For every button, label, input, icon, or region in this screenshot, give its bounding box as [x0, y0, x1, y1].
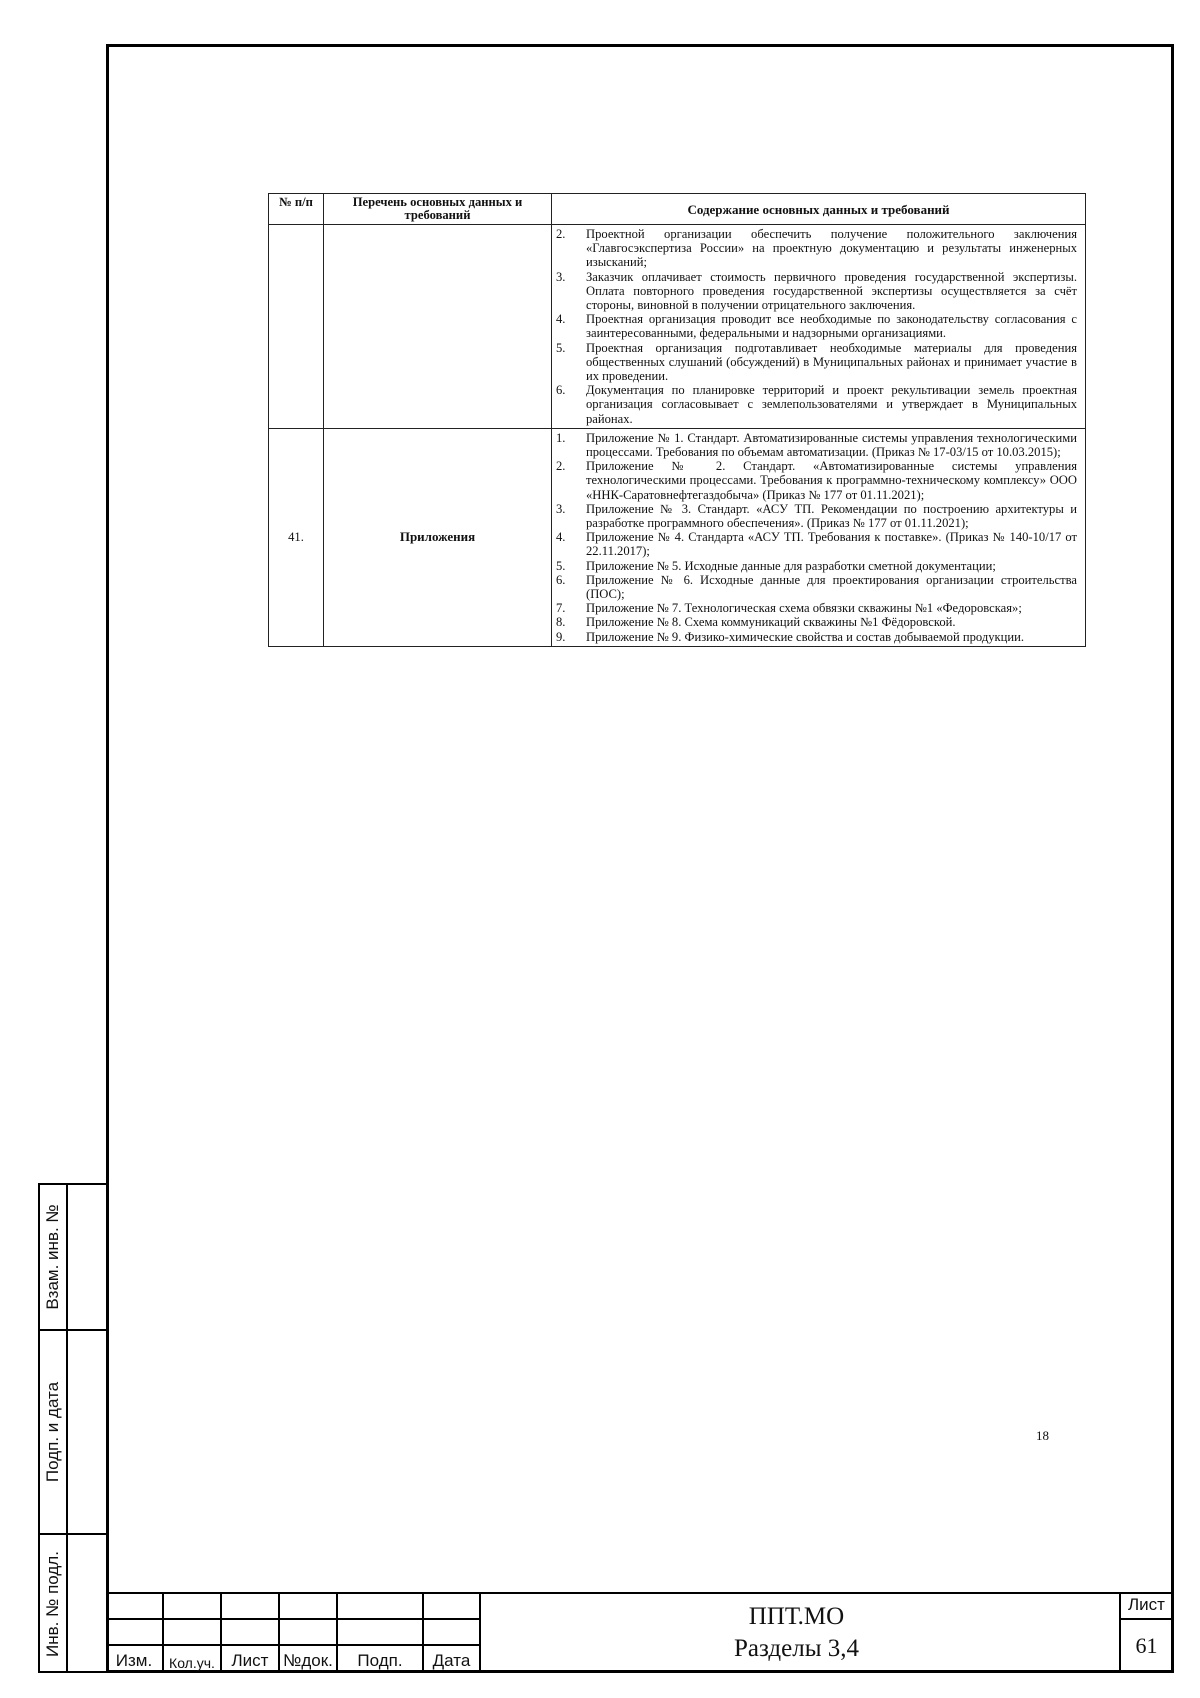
list-item — [556, 573, 1077, 601]
table-row — [269, 428, 1086, 646]
list-item-text: Приложение № 7. Технологическая схема обвязки скважины №1 «Федоровская»; — [586, 601, 1022, 616]
sheet-number: 61 — [1135, 1633, 1158, 1658]
scanned-requirements-table — [268, 193, 1085, 910]
requirements-table — [268, 193, 1086, 647]
list-item — [556, 341, 1077, 384]
list-item-number: 4. — [556, 312, 566, 327]
list-item-text: Документация по планировке территорий и проект рекультивации земель проектная организация согласовывает с землепользователями и утверждает в Муниципальных районах. — [586, 383, 1077, 426]
header-num: № п/п — [269, 194, 324, 225]
header-name: Перечень основных данных и требований — [324, 194, 552, 225]
side-cell-podp — [40, 1331, 106, 1535]
tb-label-podp: Подп. — [357, 1651, 403, 1670]
list-item-number: 6. — [556, 383, 566, 398]
row-content — [552, 428, 1086, 646]
list-item-number: 1. — [556, 430, 566, 445]
row-number: 41. — [269, 428, 324, 646]
list-item-number: 4. — [556, 530, 566, 545]
list-item-text: Приложение № 3. Стандарт. «АСУ ТП. Рекомендации по построению архитектуры и разработке программного обеспечения». (Приказ № 177 от 01.11.2021); — [586, 501, 1077, 531]
list-item-text: Проектная организация подготавливает необходимые материалы для проведения общественных слушаний (обсуждений) в Муниципальных районах и принимает участие в их проведении. — [586, 340, 1077, 384]
list-item — [556, 601, 1077, 615]
row-name: Приложения — [324, 428, 552, 646]
list-item-number: 3. — [556, 501, 566, 516]
row-content — [552, 225, 1086, 429]
list-item-number: 9. — [556, 629, 566, 644]
list-item-text: Приложение № 6. Исходные данные для проектирования организации строительства (ПОС); — [586, 572, 1077, 602]
list-item-text: Приложение № 9. Физико-химические свойства и состав добываемой продукции. — [586, 629, 1025, 644]
side-cell-vzam — [40, 1185, 106, 1331]
list-item-number: 6. — [556, 572, 566, 587]
row-number — [269, 225, 324, 429]
list-item — [556, 270, 1077, 313]
title-block — [106, 1592, 1174, 1673]
tb-label-kol-uch: Кол.уч. — [169, 1655, 215, 1671]
list-item-number: 7. — [556, 601, 566, 616]
list-item-text: Заказчик оплачивает стоимость первичного проведения государственной экспертизы. Оплата повторного проведения государственной экспертизы осуществляется за счёт стороны, виновной в получении отрицательного заключения. — [586, 269, 1077, 313]
requirements-body — [269, 225, 1086, 647]
list-item-number: 5. — [556, 558, 566, 573]
sheet-label: Лист — [1128, 1595, 1165, 1614]
table-row — [269, 225, 1086, 429]
list-item — [556, 559, 1077, 573]
tb-label-data: Дата — [432, 1651, 471, 1670]
list-item — [556, 383, 1077, 426]
header-content: Содержание основных данных и требований — [552, 194, 1086, 225]
tb-label-ndok: №док. — [283, 1651, 333, 1670]
list-item-number: 8. — [556, 615, 566, 630]
list-item — [556, 530, 1077, 558]
list-item-number: 2. — [556, 227, 566, 241]
side-stamp — [38, 1183, 106, 1673]
side-cell-inv — [40, 1535, 106, 1673]
side-label-vzam-inv: Взам. инв. № — [43, 1204, 62, 1310]
row-name — [324, 225, 552, 429]
list-item-text: Приложение № 5. Исходные данные для разработки сметной документации; — [586, 558, 996, 573]
side-label-podp-data: Подп. и дата — [43, 1381, 62, 1483]
list-item-number: 3. — [556, 269, 566, 284]
list-item-text: Приложение № 8. Схема коммуникаций скважины №1 Фёдоровской. — [586, 615, 956, 630]
scan-page-number: 18 — [1036, 1428, 1049, 1443]
list-item — [556, 502, 1077, 530]
list-item-number: 2. — [556, 459, 566, 474]
doc-code: ППТ.МО — [748, 1603, 845, 1630]
list-item-text: Приложение № 1. Стандарт. Автоматизированные системы управления технологическими процессами. Требования по объемам автоматизации. (Приказ № 17-03/15 от 10.03.2015); — [586, 430, 1077, 460]
list-item-number: 5. — [556, 340, 566, 355]
list-item — [556, 431, 1077, 459]
tb-label-izm: Изм. — [115, 1651, 153, 1670]
list-item — [556, 630, 1077, 644]
side-label-inv-podl: Инв. № подл. — [43, 1551, 62, 1657]
list-item-text: Приложение № 4. Стандарта «АСУ ТП. Требования к поставке». (Приказ № 140-10/17 от 22.11.2017); — [586, 530, 1077, 559]
list-item — [556, 227, 1077, 270]
list-item — [556, 615, 1077, 629]
list-item-text: Проектной организации обеспечить получение положительного заключения «Главгосэкспертиза России» на проектную документацию и результаты инженерных изысканий; — [586, 227, 1077, 270]
tb-label-list: Лист — [231, 1651, 269, 1670]
list-item — [556, 312, 1077, 340]
doc-title: Разделы 3,4 — [733, 1635, 859, 1662]
list-item — [556, 459, 1077, 502]
list-item-text: Приложение № 2. Стандарт. «Автоматизированные системы управления технологическими процессами. Требования к программно-техническому комплексу» ООО «ННК-Саратовнефтегаздобыча» (Приказ № 177 от 01.11.2021); — [586, 459, 1077, 502]
list-item-text: Проектная организация проводит все необходимые по законодательству согласования с заинтересованными, федеральными и надзорными организациями. — [586, 312, 1077, 341]
